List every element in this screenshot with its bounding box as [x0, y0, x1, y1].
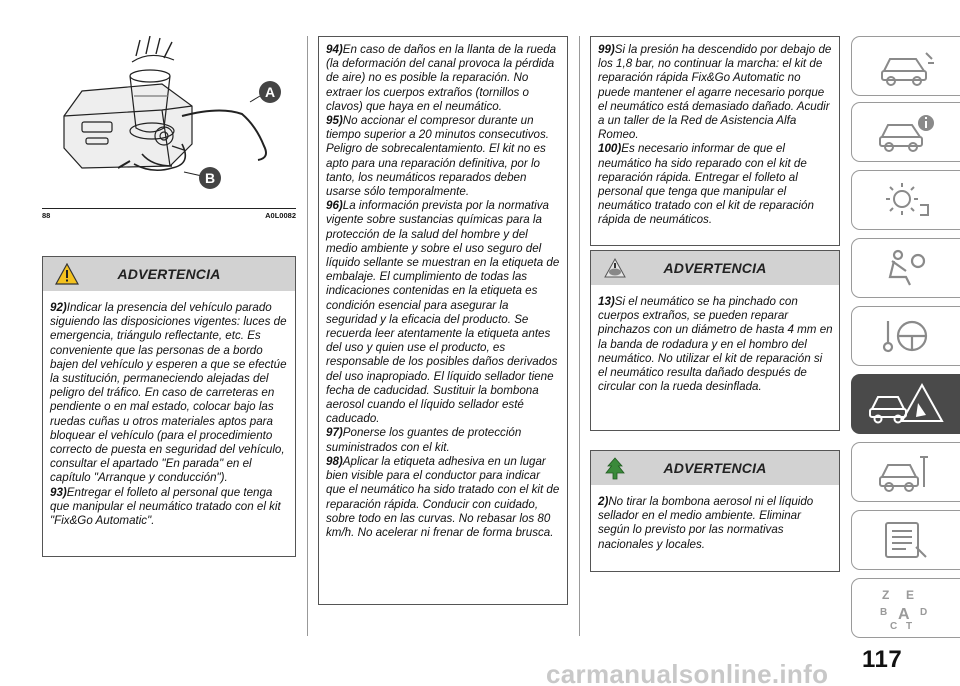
svg-text:D: D: [920, 607, 928, 618]
tab-key-steering-wheel[interactable]: [851, 306, 960, 366]
tire-warning-icon: [603, 257, 627, 279]
warning-box-1: [42, 256, 296, 557]
tab-seat-belt-airbag[interactable]: [851, 238, 960, 298]
warning-title: ADVERTENCIA: [117, 266, 221, 282]
list-item: 93)Entregar el folleto al personal que tenga que manipular el neumático tratado con el kit "Fix&Go Automatic".: [50, 485, 281, 528]
warning-header: [591, 451, 839, 485]
list-item: 99)Si la presión ha descendido por debajo de los 1,8 bar, no continuar la marcha: el kit de reparación rápida Fix&Go Automatic no puede mantener el agarre necesario porque el neumático está demasiado dañado. Acudir a un taller de la Red de Asistencia Alfa Romeo.: [598, 43, 832, 142]
warning-text: [591, 285, 839, 402]
label-b: B: [204, 170, 216, 186]
svg-text:E: E: [906, 588, 915, 602]
warning-text: [591, 485, 839, 560]
key-steering-wheel-icon: [876, 315, 936, 357]
tab-car-maintenance[interactable]: [851, 442, 960, 502]
warning-text: [591, 37, 839, 236]
alphabetical-index-icon: [876, 585, 936, 631]
environment-tree-icon: [603, 457, 627, 481]
warning-box-3: [590, 450, 840, 572]
svg-text:B: B: [880, 607, 888, 618]
list-item: 2)No tirar la bombona aerosol ni el líquido sellador en el medio ambiente. Eliminar según lo previsto por las normativas nacionales y locales.: [598, 495, 814, 551]
tire-repair-kit-illustration: [42, 36, 296, 206]
warning-triangle-icon: [55, 263, 79, 285]
list-item: 100)Es necesario informar de que el neumático ha sido reparado con el kit de reparación rápida. Entregar el folleto al personal que tenga que manipular el neumático tratado con el kit de reparación rápida de neumáticos.: [598, 142, 814, 227]
tab-emergency[interactable]: [851, 374, 960, 434]
emergency-triangle-icon: [866, 381, 946, 427]
list-item: 95)No accionar el compresor durante un tiempo superior a 20 minutos consecutivos. Peligro de sobrecalentamiento. El kit no es apto para una reparación definitiva, por lo tanto, los neumáticos reparados deben usarse sólo temporalmente.: [326, 114, 549, 199]
chapter-tabs: [851, 36, 960, 636]
tab-alphabetical-index[interactable]: [851, 578, 960, 638]
warning-header: [43, 257, 295, 291]
specifications-list-icon: [876, 519, 936, 561]
svg-text:C: C: [890, 621, 898, 631]
figure-caption: [42, 208, 296, 220]
car-overview-icon: [876, 45, 936, 87]
warning-text: [43, 291, 295, 536]
column-divider: [307, 36, 308, 636]
warning-title: ADVERTENCIA: [663, 460, 767, 476]
list-item: 13)Si el neumático se ha pinchado con cuerpos extraños, se pueden reparar pinchazos con un diámetro de hasta 4 mm en la banda de rodadura y en el hombro del neumático. No utilizar el kit de reparación si el neumático resulta dañado después de circular con la rueda desinflada.: [598, 295, 833, 394]
warning-title: ADVERTENCIA: [663, 260, 767, 276]
label-a: A: [264, 84, 276, 100]
seat-belt-airbag-icon: [876, 247, 936, 289]
tab-dashboard-lights[interactable]: [851, 170, 960, 230]
tab-car-info[interactable]: [851, 102, 960, 162]
tab-car-overview[interactable]: [851, 36, 960, 96]
warning-box-continued: [318, 36, 568, 605]
svg-text:T: T: [906, 621, 913, 631]
car-maintenance-icon: [876, 451, 936, 493]
svg-text:A: A: [898, 606, 910, 623]
figure-number: 88: [42, 211, 51, 220]
figure-code: A0L0082: [265, 211, 296, 220]
warning-text: [319, 37, 567, 548]
list-item: 97)Ponerse los guantes de protección suministrados con el kit.: [326, 426, 522, 454]
warning-box-2: [590, 250, 840, 431]
warning-header: [591, 251, 839, 285]
page-number: 117: [862, 646, 903, 673]
svg-text:Z: Z: [882, 588, 890, 602]
list-item: 94)En caso de daños en la llanta de la rueda (la deformación del canal provoca la pérdida de aire) no es posible la reparación. No extraer los cuerpos extraños (tornillos o clavos) que haya en el neumático.: [326, 43, 557, 113]
list-item: 92)Indicar la presencia del vehículo parado siguiendo las disposiciones vigentes: luces de emergencia, triángulo reflectante, etc. Es conveniente que las personas de a bordo bajen del vehículo y esperen a que se efectúe la sustitución, permaneciendo alejadas del peligro del tráfico. En caso de carreteras en pendiente o en mal estado, colocar bajo las ruedas cuñas u otros materiales aptos para bloquear el vehículo (para el procedimiento correcto de puesta en seguridad del vehículo, consultar el apartado "En parada" en el capítulo "Arranque y conducción").: [50, 301, 287, 485]
column-divider: [579, 36, 580, 636]
list-item: 96)La información prevista por la normativa vigente sobre sustancias químicas para la protección de la salud del hombre y del medio ambiente y sobre el uso seguro del líquido sellante se muestran en la etiqueta de embalaje. El cumplimiento de todas las indicaciones contenidas en la etiqueta es condición esencial para asegurar la seguridad y la eficacia del producto. Se recuerda leer atentamente la etiqueta antes del uso y quien use el producto, es responsable de los posibles daños derivados del uso inapropiado. El líquido sellador tiene fecha de caducidad. Sustituir la bombona aerosol cuando el líquido sellador esté caducado.: [326, 199, 560, 426]
watermark: carmanualsonline.info: [546, 659, 829, 686]
list-item: 98)Aplicar la etiqueta adhesiva en un lugar bien visible para el conductor para indicar que el neumático ha sido tratado con el kit de reparación rápida. Conducir con cuidado, sobre todo en las curvas. No rebasar los 80 km/h. No acelerar ni frenar de forma brusca.: [326, 454, 560, 539]
car-info-icon: [876, 111, 936, 153]
tab-specifications[interactable]: [851, 510, 960, 570]
dashboard-lights-icon: [876, 179, 936, 221]
warning-box-continued-2: [590, 36, 840, 246]
